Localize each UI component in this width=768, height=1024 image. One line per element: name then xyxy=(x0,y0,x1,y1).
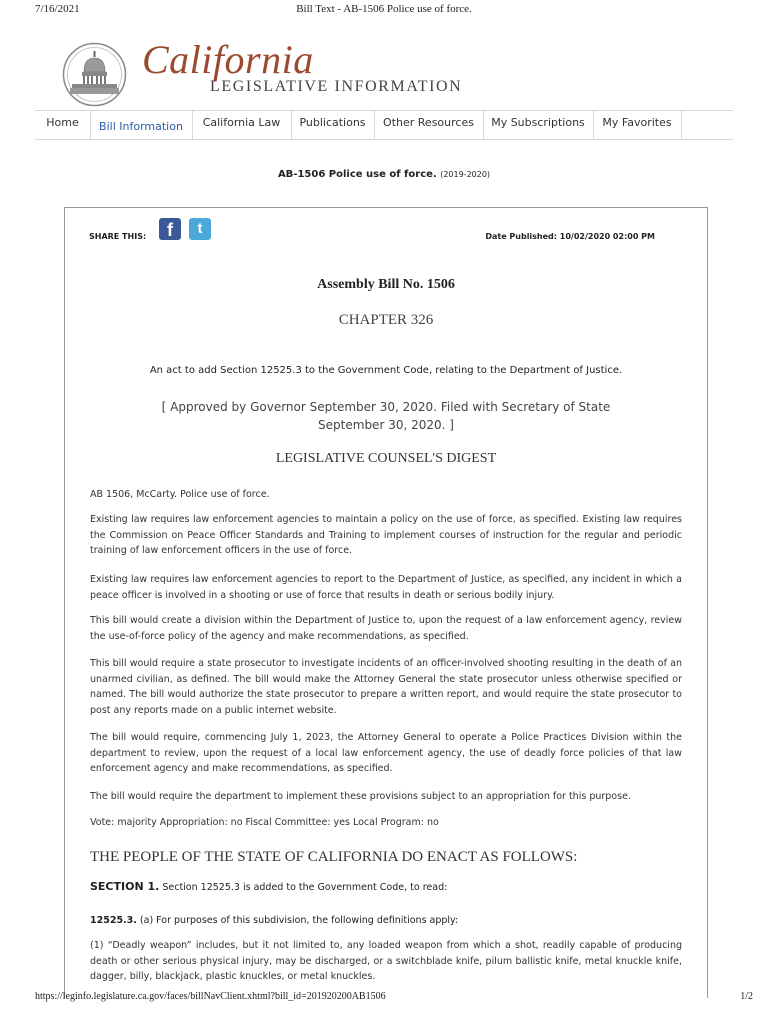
print-url: https://leginfo.legislature.ca.gov/faces/billNavClient.xhtml?bill_id=201920200AB1506 xyxy=(35,991,386,1002)
nav-item-california-law[interactable]: California Law xyxy=(192,111,292,139)
digest-paragraph: This bill would require a state prosecutor to investigate incidents of an officer-involved shooting resulting in the death of an unarmed civilian, as defined. The bill would make the Attorney General the state prosecutor unless otherwise specified or named. The bill would authorize the state prosecutor to prepare a written report, and would require the state prosecutor to post any reports made on a public internet website. xyxy=(90,658,682,716)
logo-california: California xyxy=(142,37,314,82)
enacting-clause: THE PEOPLE OF THE STATE OF CALIFORNIA DO ENACT AS FOLLOWS: xyxy=(90,849,578,865)
main-nav xyxy=(35,110,733,140)
twitter-icon[interactable]: t xyxy=(189,218,211,240)
assembly-bill-number: Assembly Bill No. 1506 xyxy=(317,277,455,292)
digest-paragraph: Existing law requires law enforcement agencies to report to the Department of Justice, as specified, any incident in which a peace officer is involved in a shooting or use of force that results in death or serious bodily injury. xyxy=(90,574,682,601)
digest-paragraph: The bill would require the department to implement these provisions subject to an appropriation for this purpose. xyxy=(90,791,631,802)
nav-item-home[interactable]: Home xyxy=(35,111,91,139)
print-header xyxy=(0,0,768,18)
print-title: Bill Text - AB-1506 Police use of force. xyxy=(296,3,472,15)
nav-item-bill-information[interactable]: Bill Information xyxy=(90,111,193,139)
bill-text-panel xyxy=(64,207,708,998)
digest-heading: LEGISLATIVE COUNSEL'S DIGEST xyxy=(275,451,497,466)
section-12525-3-text: (a) For purposes of this subdivision, the following definitions apply: xyxy=(136,915,459,926)
nav-item-my-favorites[interactable]: My Favorites xyxy=(593,111,682,139)
facebook-icon[interactable]: f xyxy=(159,218,181,240)
digest-paragraph: AB 1506, McCarty. Police use of force. xyxy=(90,489,270,500)
nav-item-my-subscriptions[interactable]: My Subscriptions xyxy=(483,111,594,139)
deadly-weapon-definition: (1) “Deadly weapon” includes, but it not limited to, any loaded weapon from which a shot, readily capable of producing death or other serious physical injury, may be discharged, or a switchblade knife, pilum ballistic knife, metal knuckle knife, dagger, billy, blackjack, plastic knuckles, or metal knuckles. xyxy=(90,940,682,982)
section-12525-3 xyxy=(90,915,458,926)
logo-legislative-information: LEGISLATIVE INFORMATION xyxy=(210,78,463,95)
bill-title-text: AB-1506 Police use of force. xyxy=(277,169,437,180)
section-12525-3-label: 12525.3. xyxy=(90,915,137,926)
site-logo[interactable] xyxy=(62,37,482,110)
capitol-seal-icon xyxy=(62,42,127,107)
print-date: 7/16/2021 xyxy=(35,3,80,15)
bill-title xyxy=(0,169,768,180)
approval-status: [ Approved by Governor September 30, 2020. Filed with Secretary of State September 30, 2020. ] xyxy=(161,400,611,432)
digest-paragraph: Existing law requires law enforcement agencies to maintain a policy on the use of force, as specified. Existing law requires the Commission on Peace Officer Standards and Training to implement courses of instruction for the regular and periodic training of law enforcement officers in the use of force. xyxy=(90,514,682,556)
nav-item-other-resources[interactable]: Other Resources xyxy=(374,111,484,139)
bill-session: (2019-2020) xyxy=(440,170,491,179)
section-1-text: Section 12525.3 is added to the Government Code, to read: xyxy=(159,882,448,893)
vote-summary: Vote: majority Appropriation: no Fiscal Committee: yes Local Program: no xyxy=(90,817,439,828)
digest-paragraph: This bill would create a division within the Department of Justice to, upon the request of a law enforcement agency, review the use-of-force policy of the agency and make recommendations, as specified. xyxy=(90,615,682,642)
chapter-number: CHAPTER 326 xyxy=(338,312,434,328)
digest-paragraph: The bill would require, commencing July 1, 2023, the Attorney General to operate a Police Practices Division within the department to review, upon the request of a local law enforcement agency, the use of deadly force policies of that law enforcement agency and make recommendations, as specified. xyxy=(90,732,682,774)
share-label: SHARE THIS: xyxy=(89,232,147,241)
section-1 xyxy=(90,880,447,893)
section-1-label: SECTION 1. xyxy=(90,880,160,893)
date-published: Date Published: 10/02/2020 02:00 PM xyxy=(485,232,655,241)
nav-item-publications[interactable]: Publications xyxy=(291,111,375,139)
print-page-number: 1/2 xyxy=(740,991,753,1002)
act-description: An act to add Section 12525.3 to the Government Code, relating to the Department of Justice. xyxy=(149,365,623,376)
